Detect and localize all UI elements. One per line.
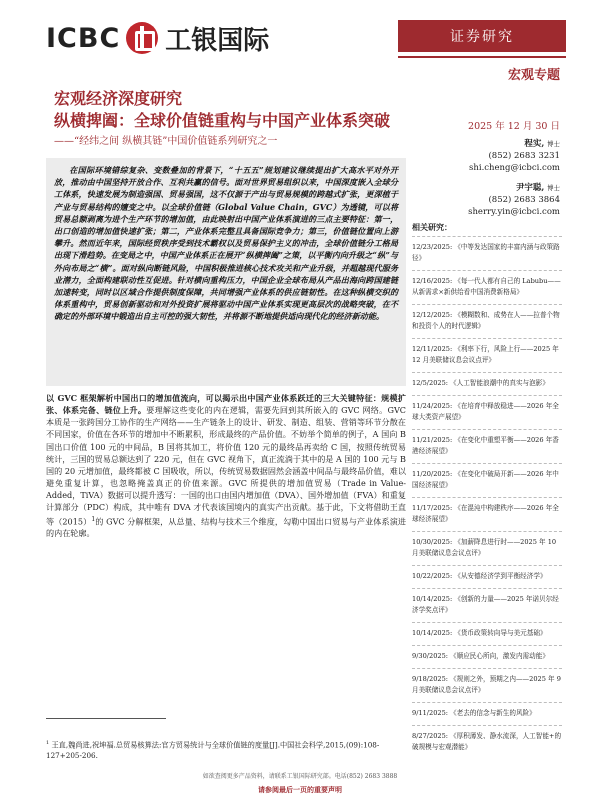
related-report-title: 《模糊数和、成势在人——拉普个物和投资个人的时代逻辑》	[412, 311, 560, 330]
logo-cn: 工银国际	[165, 25, 270, 56]
report-title: 纵横捭阖：全球价值链重构与中国产业体系突破	[54, 111, 391, 130]
footnote-divider	[46, 718, 166, 719]
related-report-date: 11/20/2025:	[412, 470, 453, 478]
related-report-title: 《顺应民心所向，激发内需动能》	[450, 652, 549, 660]
footnote-mark: 1	[46, 740, 50, 746]
related-report-title: 《在变化中破局开新——2026 年中国经济展望》	[412, 470, 559, 489]
sub-section-tag: 宏观专题	[507, 68, 560, 83]
body-text: 要理解这些变化的内在逻辑，需要先回到其所嵌入的 GVC 网络。GVC 本质是一张跨国分工协作的生产网络——生产链条上的设计、研发、制造、组装、营销等环节分散在不同国家，价值在各环节的增加中不断累积，形成最终的产品价值。不妨举个简单的例子，A 国向 B 国出口价值 100 元的中间品，B 国将其加工，将价值 120 元的最终品再卖给 C 国，按照传统贸易统计，三国的贸易总额达到了 220 元，但在 GVC 视角下，真正流淌于其中的是 A 国的 100 元与 B 国的 20 元增加值，最终都被 C 国吸收，所以，传统贸易数据固然会涵盖中间品与最终品价值，难以避免重复计算，也忽略掩盖真正的价值来源。GVC 所提供的增加值贸易（Trade in Value-Added，TiVA）数据可以提升透写：一国的出口由国内增加值（DVA）、国外增加值（FVA）和重复计算部分（PDC）构成，其中唯有 DVA 才代表该国境内的真实产出贡献。基于此，下文将借助王直等（2015）	[46, 405, 406, 527]
related-report-date: 9/18/2025:	[412, 675, 449, 683]
related-report-item[interactable]	[412, 622, 562, 645]
related-heading: 相关研究：	[412, 223, 452, 232]
author-card	[468, 182, 560, 218]
author-email[interactable]: shi.cheng@icbci.com	[469, 163, 560, 173]
related-report-title: 《在培育中释放稳进——2026 年全球大类资产展望》	[412, 402, 559, 421]
report-subtitle: ——“经纬之间 纵横其链”中国价值链系列研究之一	[54, 136, 278, 147]
related-report-date: 12/11/2025:	[412, 345, 453, 353]
related-report-item[interactable]	[412, 270, 562, 304]
related-report-date: 10/22/2025:	[412, 572, 453, 580]
summary-text: 在国际环境错综复杂、变数叠加的背景下，“十五五”规划建议继续提出扩大高水平对外开放，推动由中国坚持开放合作、互利共赢的信号。面对世界贸易组织以来，中国深度嵌入全球分工体系，快速发展为制造强国、贸易强国，这不仅源于产出与贸易规模的跨越式扩张，更深植于产业与贸易结构的嬗变之中。以全球价值链（Global Value Chain，GVC）为透镜，可以将贸易总额剥离为进个生产环节的增加值，由此映射出中国产业体系演进的三点主要特征：第一，出口创造的增加值快速扩张；第二，产业体系完整且具备国际竞争力；第三，价值链位置向上游攀升。然而近年来，国际经贸秩序受到技术霸权以及贸易保护主义的冲击，全球价值链分工格局出现下滑趋势。在变局之中，中国产业体系正在展开“纵横捭阖”之策，以平衡内向升级之“纵”与外向布局之“横”。面对纵向断链风险，中国积极推进核心技术攻关和产业升级，并超越现代服务业潜力，全面构建联动性互促进。针对横向重构压力，中国企业全球布局从产品出海向跨国建链加速转变，同时以区域合作提供制度保障，共同增强产业体系的供应链韧性。在这种纵横交织的体系重构中，贸易创新驱动和对外投资扩展将驱动中国产业体系实现更高层次的战略突破，在不确定的外部环境中锻造出自主可控的强大韧性，并将源不断地提供适向现代化的经济新动能。	[54, 165, 398, 322]
author-email[interactable]: sherry.yin@icbci.com	[468, 207, 560, 217]
related-report-title: 《每一代人都有自己的 Labubu——从新需求×新供给看中国消费新格局》	[412, 277, 561, 296]
report-type: 宏观经济深度研究	[54, 89, 183, 108]
author-role: 博士	[547, 184, 560, 192]
body-lead: 以 GVC 框架解析中国出口的增加值流向，可以揭示出中国产业体系跃迁的三大关键特征：规模扩张、体系完备、链位上升。	[46, 393, 406, 416]
related-report-title: 《从安德经济学到平衡经济学》	[454, 572, 547, 580]
related-report-title: 《在变化中重塑平衡——2026 年香港经济展望》	[412, 436, 559, 455]
author-name: 程实,	[524, 139, 545, 149]
author-phone: (852) 2683 3231	[488, 151, 560, 161]
footnote	[46, 738, 406, 761]
related-report-date: 10/14/2025:	[412, 629, 453, 637]
author-phone: (852) 2683 3864	[488, 195, 560, 205]
related-report-date: 12/23/2025:	[412, 243, 453, 251]
related-report-title: 《规则之外，预期之内——2025 年 9 月美联储议息会议点评》	[412, 675, 561, 694]
footnote-text: 王直,魏尚进,祝坤福.总贸易核算法:官方贸易统计与全球价值链的度量[J].中国社会科学,2015,(09):108-127+205-206.	[46, 740, 380, 761]
related-report-item[interactable]	[412, 565, 562, 588]
related-report-date: 10/14/2025:	[412, 595, 453, 603]
author-role: 博士	[547, 140, 560, 148]
related-report-title: 《在混沌中构建秩序——2026 年全球经济展望》	[412, 504, 559, 523]
related-report-date: 9/11/2025:	[412, 709, 449, 717]
related-report-date: 11/21/2025:	[412, 436, 453, 444]
related-report-date: 9/30/2025:	[412, 652, 449, 660]
related-report-title: 《利率下行，风险上行——2025 年 12 月美联储议息会议点评》	[412, 345, 559, 364]
related-report-item[interactable]	[412, 463, 562, 497]
body-paragraph	[46, 392, 406, 540]
related-report-date: 10/30/2025:	[412, 538, 453, 546]
related-report-title: 《货币政策转向导与美元基础》	[454, 629, 547, 637]
related-report-item[interactable]	[412, 372, 562, 395]
related-report-item[interactable]	[412, 338, 562, 372]
footnote-ref[interactable]: 1	[91, 515, 96, 523]
related-report-item[interactable]	[412, 236, 562, 270]
section-tag: 证券研究	[398, 20, 566, 52]
related-reports	[412, 222, 562, 759]
related-report-item[interactable]	[412, 497, 562, 531]
related-report-item[interactable]	[412, 304, 562, 338]
logo-en: ICBC	[46, 22, 121, 54]
body-text-continued: 的 GVC 分解框架，从总量、结构与技术三个维度，勾勒中国出口贸易与产业体系演进的内在轮廓。	[46, 516, 406, 539]
icbc-seal-icon	[126, 22, 158, 54]
related-report-item[interactable]	[412, 395, 562, 429]
related-report-title: 《创新的力量——2025 年诺贝尔经济学奖点评》	[412, 595, 559, 614]
author-name: 尹宇聪,	[515, 183, 545, 193]
related-report-title: 《加薪降息进行时——2025 年 10 月美联储议息会议点评》	[412, 538, 557, 557]
related-report-title: 《厚积薄发、静水流深，人工智能+的破规模与宏观潜能》	[412, 732, 562, 751]
report-date: 2025 年 12 月 30 日	[468, 121, 560, 132]
related-report-item[interactable]	[412, 429, 562, 463]
related-report-item[interactable]	[412, 668, 562, 702]
related-report-item[interactable]	[412, 702, 562, 725]
body-section	[46, 392, 406, 540]
related-list	[412, 236, 562, 759]
related-report-item[interactable]	[412, 645, 562, 668]
icbc-logo	[46, 20, 269, 56]
related-report-item[interactable]	[412, 588, 562, 622]
author-card	[469, 138, 560, 174]
related-report-title: 《中等发达国家的丰富内涵与政策路径》	[412, 243, 560, 262]
related-report-date: 11/17/2025:	[412, 504, 453, 512]
related-report-title: 《人工智能浪潮中的真实与泡影》	[450, 379, 549, 387]
related-report-item[interactable]	[412, 531, 562, 565]
related-report-date: 11/24/2025:	[412, 402, 453, 410]
tag-divider	[398, 56, 566, 58]
related-report-title: 《老去的信念与新生的风险》	[450, 709, 536, 717]
summary-box	[46, 158, 406, 386]
related-report-date: 8/27/2025:	[412, 732, 449, 740]
disclaimer-footer[interactable]: 请参阅最后一页的重要声明	[258, 785, 342, 794]
related-report-date: 12/16/2025:	[412, 277, 453, 285]
contact-footer: 如欲查阅更多产品资料，请联系工银国际研究部。电话(852) 2683 3888	[202, 773, 398, 780]
related-report-item[interactable]	[412, 725, 562, 759]
related-report-date: 12/12/2025:	[412, 311, 453, 319]
related-report-date: 12/5/2025:	[412, 379, 449, 387]
